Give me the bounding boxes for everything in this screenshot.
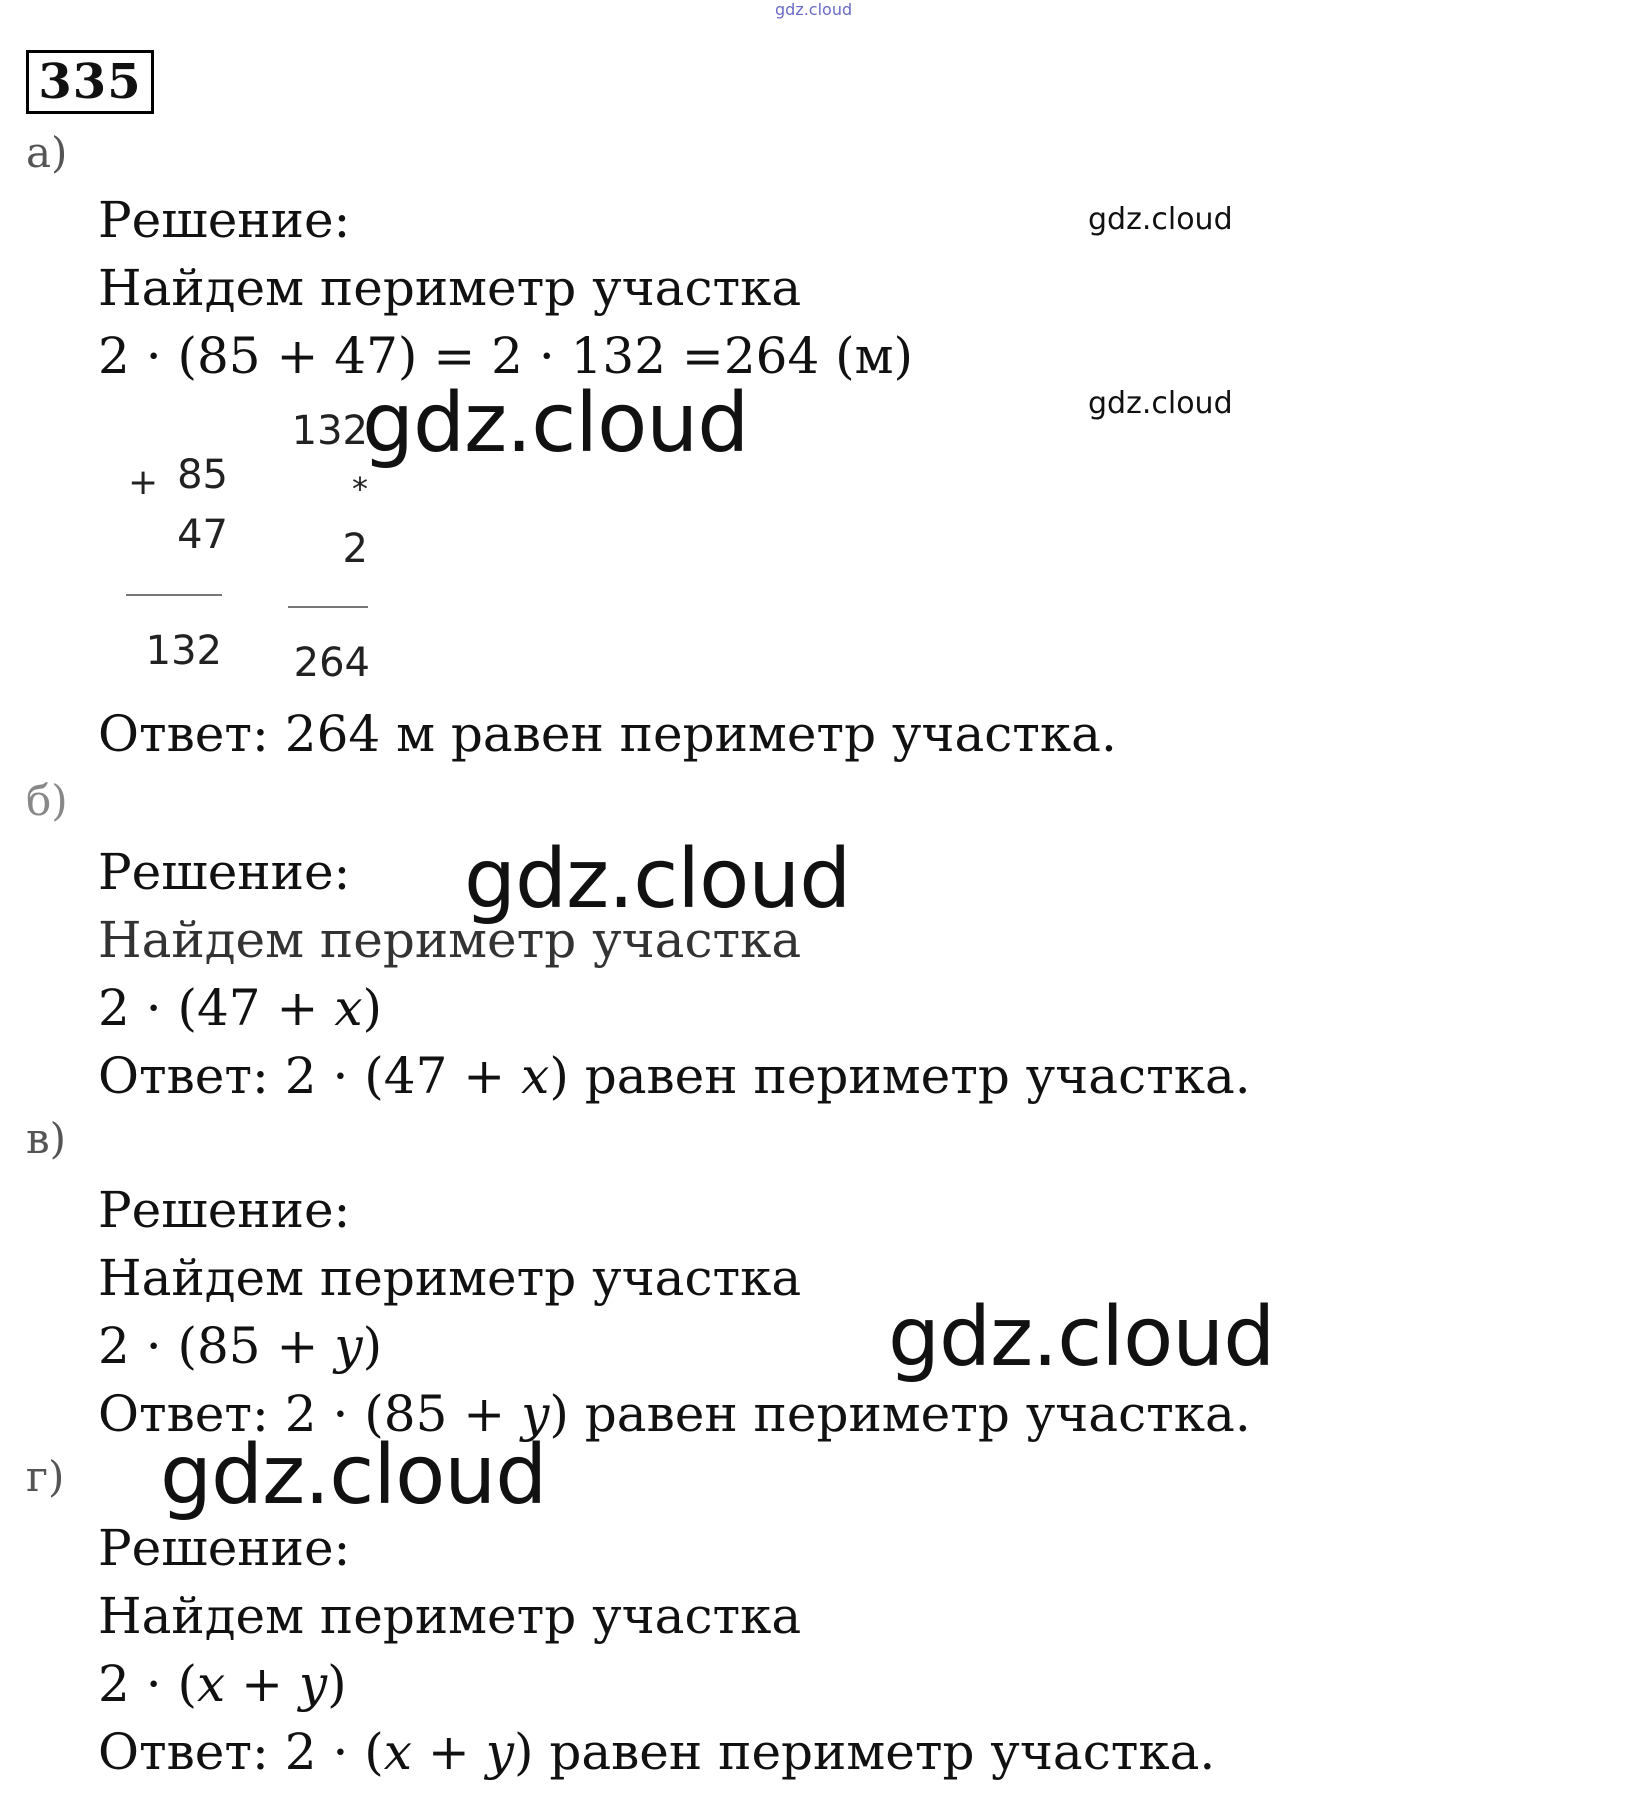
part-d-answer-pre: Ответ: 2 · (: [98, 1723, 384, 1781]
part-b-answer: [98, 1046, 1251, 1106]
part-c-formula-pre: 2 · (85 +: [98, 1317, 335, 1375]
part-d-formula-pre: 2 · (: [98, 1655, 197, 1713]
watermark-large: gdz.cloud: [888, 1290, 1275, 1385]
watermark-large: gdz.cloud: [362, 376, 749, 471]
mul-divider-line: [288, 606, 368, 608]
part-b-label: б): [26, 776, 68, 825]
part-a-formula: 2 · (85 + 47) = 2 · 132 =264 (м): [98, 327, 914, 385]
mul-sign: *: [352, 470, 368, 508]
part-c-answer-post: ) равен периметр участка.: [549, 1385, 1251, 1443]
part-a-solution-heading: Решение:: [98, 191, 351, 249]
part-b-solution-heading: Решение:: [98, 843, 351, 901]
part-d-answer-mid: +: [412, 1723, 486, 1781]
part-b-answer-pre: Ответ: 2 · (47 +: [98, 1047, 522, 1105]
part-c-formula-post: ): [362, 1317, 383, 1375]
part-c-label: в): [26, 1114, 67, 1163]
watermark-small: gdz.cloud: [1088, 386, 1233, 421]
part-b-find-text: Найдем периметр участка: [98, 911, 802, 969]
part-b-formula-post: ): [362, 979, 383, 1037]
part-d-answer-var1: x: [383, 1723, 412, 1781]
add-result: 132: [145, 628, 222, 674]
part-a-find-text: Найдем периметр участка: [98, 259, 802, 317]
watermark-large: gdz.cloud: [464, 832, 851, 927]
part-d-solution-heading: Решение:: [98, 1519, 351, 1577]
part-d-find-text: Найдем периметр участка: [98, 1587, 802, 1645]
add-sign: +: [128, 462, 159, 503]
part-c-formula: [98, 1316, 382, 1376]
part-a-answer: Ответ: 264 м равен периметр участка.: [98, 705, 1117, 763]
part-d-answer-var2: y: [485, 1723, 514, 1781]
part-d-formula-post: ): [327, 1655, 347, 1713]
part-d-formula-var2: y: [298, 1655, 328, 1713]
part-b-formula-pre: 2 · (47 +: [98, 979, 335, 1037]
mul-result: 264: [293, 640, 370, 686]
part-d-formula: [98, 1654, 347, 1714]
part-b-formula: [98, 978, 382, 1038]
exercise-number: 335: [26, 50, 154, 114]
part-a-label: а): [26, 128, 68, 177]
add-divider-line: [126, 594, 222, 596]
part-c-solution-heading: Решение:: [98, 1181, 351, 1239]
part-b-answer-var: x: [521, 1047, 550, 1105]
part-d-answer-post: ) равен периметр участка.: [513, 1723, 1216, 1781]
part-b-answer-post: ) равен периметр участка.: [549, 1047, 1251, 1105]
part-c-formula-var: y: [334, 1317, 363, 1375]
part-c-answer-pre: Ответ: 2 · (85 +: [98, 1385, 522, 1443]
watermark-large: gdz.cloud: [160, 1428, 547, 1523]
part-d-formula-var1: x: [197, 1655, 226, 1713]
mul-top-operand: 132: [291, 408, 368, 454]
part-c-find-text: Найдем периметр участка: [98, 1249, 802, 1307]
add-bottom-operand: 47: [177, 512, 228, 558]
watermark-small: gdz.cloud: [1088, 202, 1233, 237]
mul-bottom-operand: 2: [342, 526, 368, 572]
part-b-formula-var: x: [334, 979, 363, 1037]
site-mark: gdz.cloud: [775, 0, 853, 19]
add-top-operand: 85: [177, 452, 228, 498]
part-d-label: г): [26, 1452, 65, 1501]
part-d-answer: [98, 1722, 1215, 1782]
part-d-formula-mid: +: [225, 1655, 299, 1713]
part-c-answer-var: y: [521, 1385, 550, 1443]
